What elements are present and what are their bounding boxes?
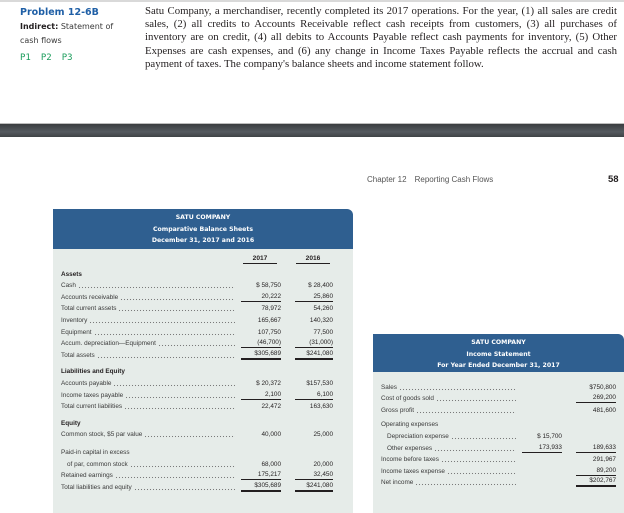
problem-subtitle-bold: Indirect: bbox=[20, 22, 59, 31]
row-value-2016: $241,080 bbox=[295, 349, 333, 360]
equity-row bbox=[53, 469, 353, 481]
leader-dots bbox=[97, 350, 235, 359]
objective-p2: P2 bbox=[40, 53, 52, 63]
problem-subtitle-rest: Statement of bbox=[60, 22, 114, 31]
row-value-2016: 25,860 bbox=[295, 292, 333, 302]
leader-dots bbox=[441, 454, 516, 463]
leader-dots bbox=[436, 393, 516, 402]
year-2016: 2016 bbox=[296, 254, 330, 264]
row-label: Inventory bbox=[61, 316, 88, 324]
income-row bbox=[373, 380, 624, 392]
row-value-2016: 20,000 bbox=[313, 460, 333, 468]
problem-text: Satu Company, a merchandiser, recently completed its 2017 operations. For the year, (1) all sales are credit sales, (2) all credits to Accounts Receivable reflect cash receipts from customers, (3) all purchases of inventory are on credit, (4) all debits to Accounts Payable reflect cash payments for inventory, (5) Other Expenses are cash expenses, and (6) any change in Income Taxes Payable reflects the accrual and cash payment of taxes. The company's balance sheets and income statement follow. bbox=[145, 5, 617, 70]
equity-row bbox=[53, 457, 353, 469]
liabilities-heading: Liabilities and Equity bbox=[61, 368, 125, 376]
balance-sheet-company: SATU COMPANY bbox=[175, 214, 231, 221]
asset-row bbox=[53, 325, 353, 337]
income-statement-date: For Year Ended December 31, 2017 bbox=[437, 362, 560, 369]
liability-row bbox=[53, 388, 353, 400]
asset-row bbox=[53, 313, 353, 325]
income-statement-header bbox=[373, 334, 624, 372]
leader-dots bbox=[434, 443, 516, 452]
row-label: Common stock, $5 par value bbox=[61, 431, 143, 439]
row-value-total: $750,800 bbox=[589, 383, 616, 391]
income-row bbox=[373, 453, 624, 465]
row-label: Operating expenses bbox=[381, 421, 439, 429]
leader-dots bbox=[144, 429, 235, 438]
income-row bbox=[373, 418, 624, 430]
row-value-total: $202,767 bbox=[576, 476, 616, 487]
learning-objectives bbox=[20, 51, 140, 65]
leader-dots bbox=[113, 378, 235, 387]
leader-dots bbox=[124, 401, 235, 410]
row-label: Total assets bbox=[61, 351, 95, 359]
leader-dots bbox=[115, 470, 235, 479]
leader-dots bbox=[451, 431, 516, 440]
row-value-2016: 54,260 bbox=[313, 305, 333, 313]
leader-dots bbox=[415, 477, 516, 486]
row-label: Depreciation expense bbox=[387, 432, 449, 440]
income-row bbox=[373, 476, 624, 488]
leader-dots bbox=[118, 303, 235, 312]
leader-dots bbox=[94, 327, 235, 336]
equity-row bbox=[53, 480, 353, 492]
row-value-total: 189,633 bbox=[576, 443, 616, 453]
leader-dots bbox=[89, 315, 235, 324]
row-label: Income taxes payable bbox=[61, 391, 124, 399]
row-value-2016: 6,100 bbox=[295, 390, 333, 400]
income-row bbox=[373, 429, 624, 441]
row-label: Accum. depreciation—Equipment bbox=[61, 340, 156, 348]
asset-row bbox=[53, 348, 353, 360]
problem-title: Problem 12-6B bbox=[20, 7, 99, 18]
row-value-2017: $ 58,750 bbox=[256, 282, 281, 290]
page-divider-band bbox=[0, 123, 624, 137]
leader-dots bbox=[134, 482, 235, 491]
leader-dots bbox=[78, 280, 235, 289]
row-value-total: 269,200 bbox=[576, 393, 616, 403]
row-value-inner: 173,933 bbox=[522, 443, 562, 453]
income-statement-panel bbox=[373, 334, 624, 513]
row-label: Retained earnings bbox=[61, 472, 113, 480]
row-value-2016: 25,000 bbox=[313, 431, 333, 439]
row-label: Cash bbox=[61, 282, 76, 290]
asset-row bbox=[53, 337, 353, 349]
row-label: Total liabilities and equity bbox=[61, 483, 132, 491]
leader-dots bbox=[125, 390, 235, 399]
row-value-2017: 107,750 bbox=[257, 328, 281, 336]
row-value-2017: 20,222 bbox=[241, 292, 281, 302]
row-label: of par, common stock bbox=[67, 460, 128, 468]
row-label: Gross profit bbox=[381, 406, 415, 414]
leader-dots bbox=[130, 459, 235, 468]
objective-p1: P1 bbox=[20, 53, 31, 63]
row-label: Cost of goods sold bbox=[381, 395, 434, 403]
row-label: Equipment bbox=[61, 328, 92, 336]
problem-subtitle bbox=[20, 20, 140, 34]
leader-dots bbox=[120, 292, 235, 301]
row-label: Total current liabilities bbox=[61, 403, 123, 411]
row-value-2017: 2,100 bbox=[241, 390, 281, 400]
row-label: Net income bbox=[381, 479, 414, 487]
problem-subtitle-line2: cash flows bbox=[20, 36, 62, 45]
income-statement-company: SATU COMPANY bbox=[471, 339, 526, 346]
row-value-2017: 22,472 bbox=[261, 403, 281, 411]
balance-sheet-header bbox=[53, 209, 353, 249]
year-header-row bbox=[53, 249, 353, 267]
asset-row bbox=[53, 302, 353, 314]
row-value-2016: (31,000) bbox=[295, 338, 333, 348]
income-row bbox=[373, 403, 624, 415]
row-value-2017: $ 20,372 bbox=[256, 379, 281, 387]
row-value-2017: 175,217 bbox=[241, 470, 281, 480]
top-rule bbox=[0, 0, 624, 2]
row-label: Income before taxes bbox=[381, 456, 439, 464]
row-value-2016: $ 28,400 bbox=[308, 282, 333, 290]
row-value-2017: 68,000 bbox=[261, 460, 281, 468]
assets-heading: Assets bbox=[61, 270, 82, 278]
row-value-2016: 77,500 bbox=[313, 328, 333, 336]
objective-p3: P3 bbox=[61, 53, 73, 63]
row-value-2016: 32,450 bbox=[295, 470, 333, 480]
income-row bbox=[373, 392, 624, 404]
liabilities-heading-row bbox=[53, 365, 353, 377]
problem-sidebar bbox=[20, 6, 140, 65]
leader-dots bbox=[416, 405, 516, 414]
row-value-total: 89,200 bbox=[576, 466, 616, 476]
year-2017: 2017 bbox=[243, 254, 277, 264]
row-value-2016: 140,320 bbox=[309, 316, 333, 324]
row-value-2016: $157,530 bbox=[306, 379, 333, 387]
row-label: Paid-in capital in excess bbox=[61, 448, 130, 456]
row-value-2017: 40,000 bbox=[261, 431, 281, 439]
row-value-2017: 78,972 bbox=[261, 305, 281, 313]
asset-row bbox=[53, 279, 353, 291]
row-value-total: 291,967 bbox=[592, 456, 616, 464]
page-number: 58 bbox=[608, 174, 619, 185]
row-label: Total current assets bbox=[61, 305, 117, 313]
row-value-2017: 165,667 bbox=[257, 316, 281, 324]
liability-row bbox=[53, 400, 353, 412]
leader-dots bbox=[447, 466, 516, 475]
chapter-header bbox=[367, 175, 493, 185]
equity-row bbox=[53, 445, 353, 457]
balance-sheet-title: Comparative Balance Sheets bbox=[152, 225, 254, 233]
row-value-total: 481,600 bbox=[592, 406, 616, 414]
row-label: Accounts receivable bbox=[61, 293, 119, 301]
chapter-title: Reporting Cash Flows bbox=[414, 175, 494, 184]
equity-row bbox=[53, 428, 353, 440]
asset-row bbox=[53, 290, 353, 302]
income-row bbox=[373, 464, 624, 476]
leader-dots bbox=[158, 338, 235, 347]
leader-dots bbox=[399, 382, 516, 391]
row-label: Accounts payable bbox=[61, 379, 112, 387]
equity-heading-row bbox=[53, 416, 353, 428]
chapter-number: Chapter 12 bbox=[367, 175, 407, 184]
row-value-2016: 163,630 bbox=[309, 403, 333, 411]
row-value-2017: (46,700) bbox=[241, 338, 281, 348]
row-value-2016: $241,080 bbox=[295, 481, 333, 492]
income-statement-title: Income Statement bbox=[466, 350, 531, 358]
balance-sheet-date: December 31, 2017 and 2016 bbox=[151, 237, 255, 244]
balance-sheet-panel bbox=[53, 209, 353, 513]
income-row bbox=[373, 441, 624, 453]
row-label: Other expenses bbox=[387, 444, 433, 452]
assets-heading-row bbox=[53, 267, 353, 279]
row-value-2017: $305,689 bbox=[241, 481, 281, 492]
row-value-2017: $305,689 bbox=[241, 349, 281, 360]
liability-row bbox=[53, 376, 353, 388]
row-label: Income taxes expense bbox=[381, 467, 445, 475]
equity-heading: Equity bbox=[61, 419, 81, 427]
row-label: Sales bbox=[381, 383, 397, 391]
row-value-inner: $ 15,700 bbox=[537, 432, 562, 440]
